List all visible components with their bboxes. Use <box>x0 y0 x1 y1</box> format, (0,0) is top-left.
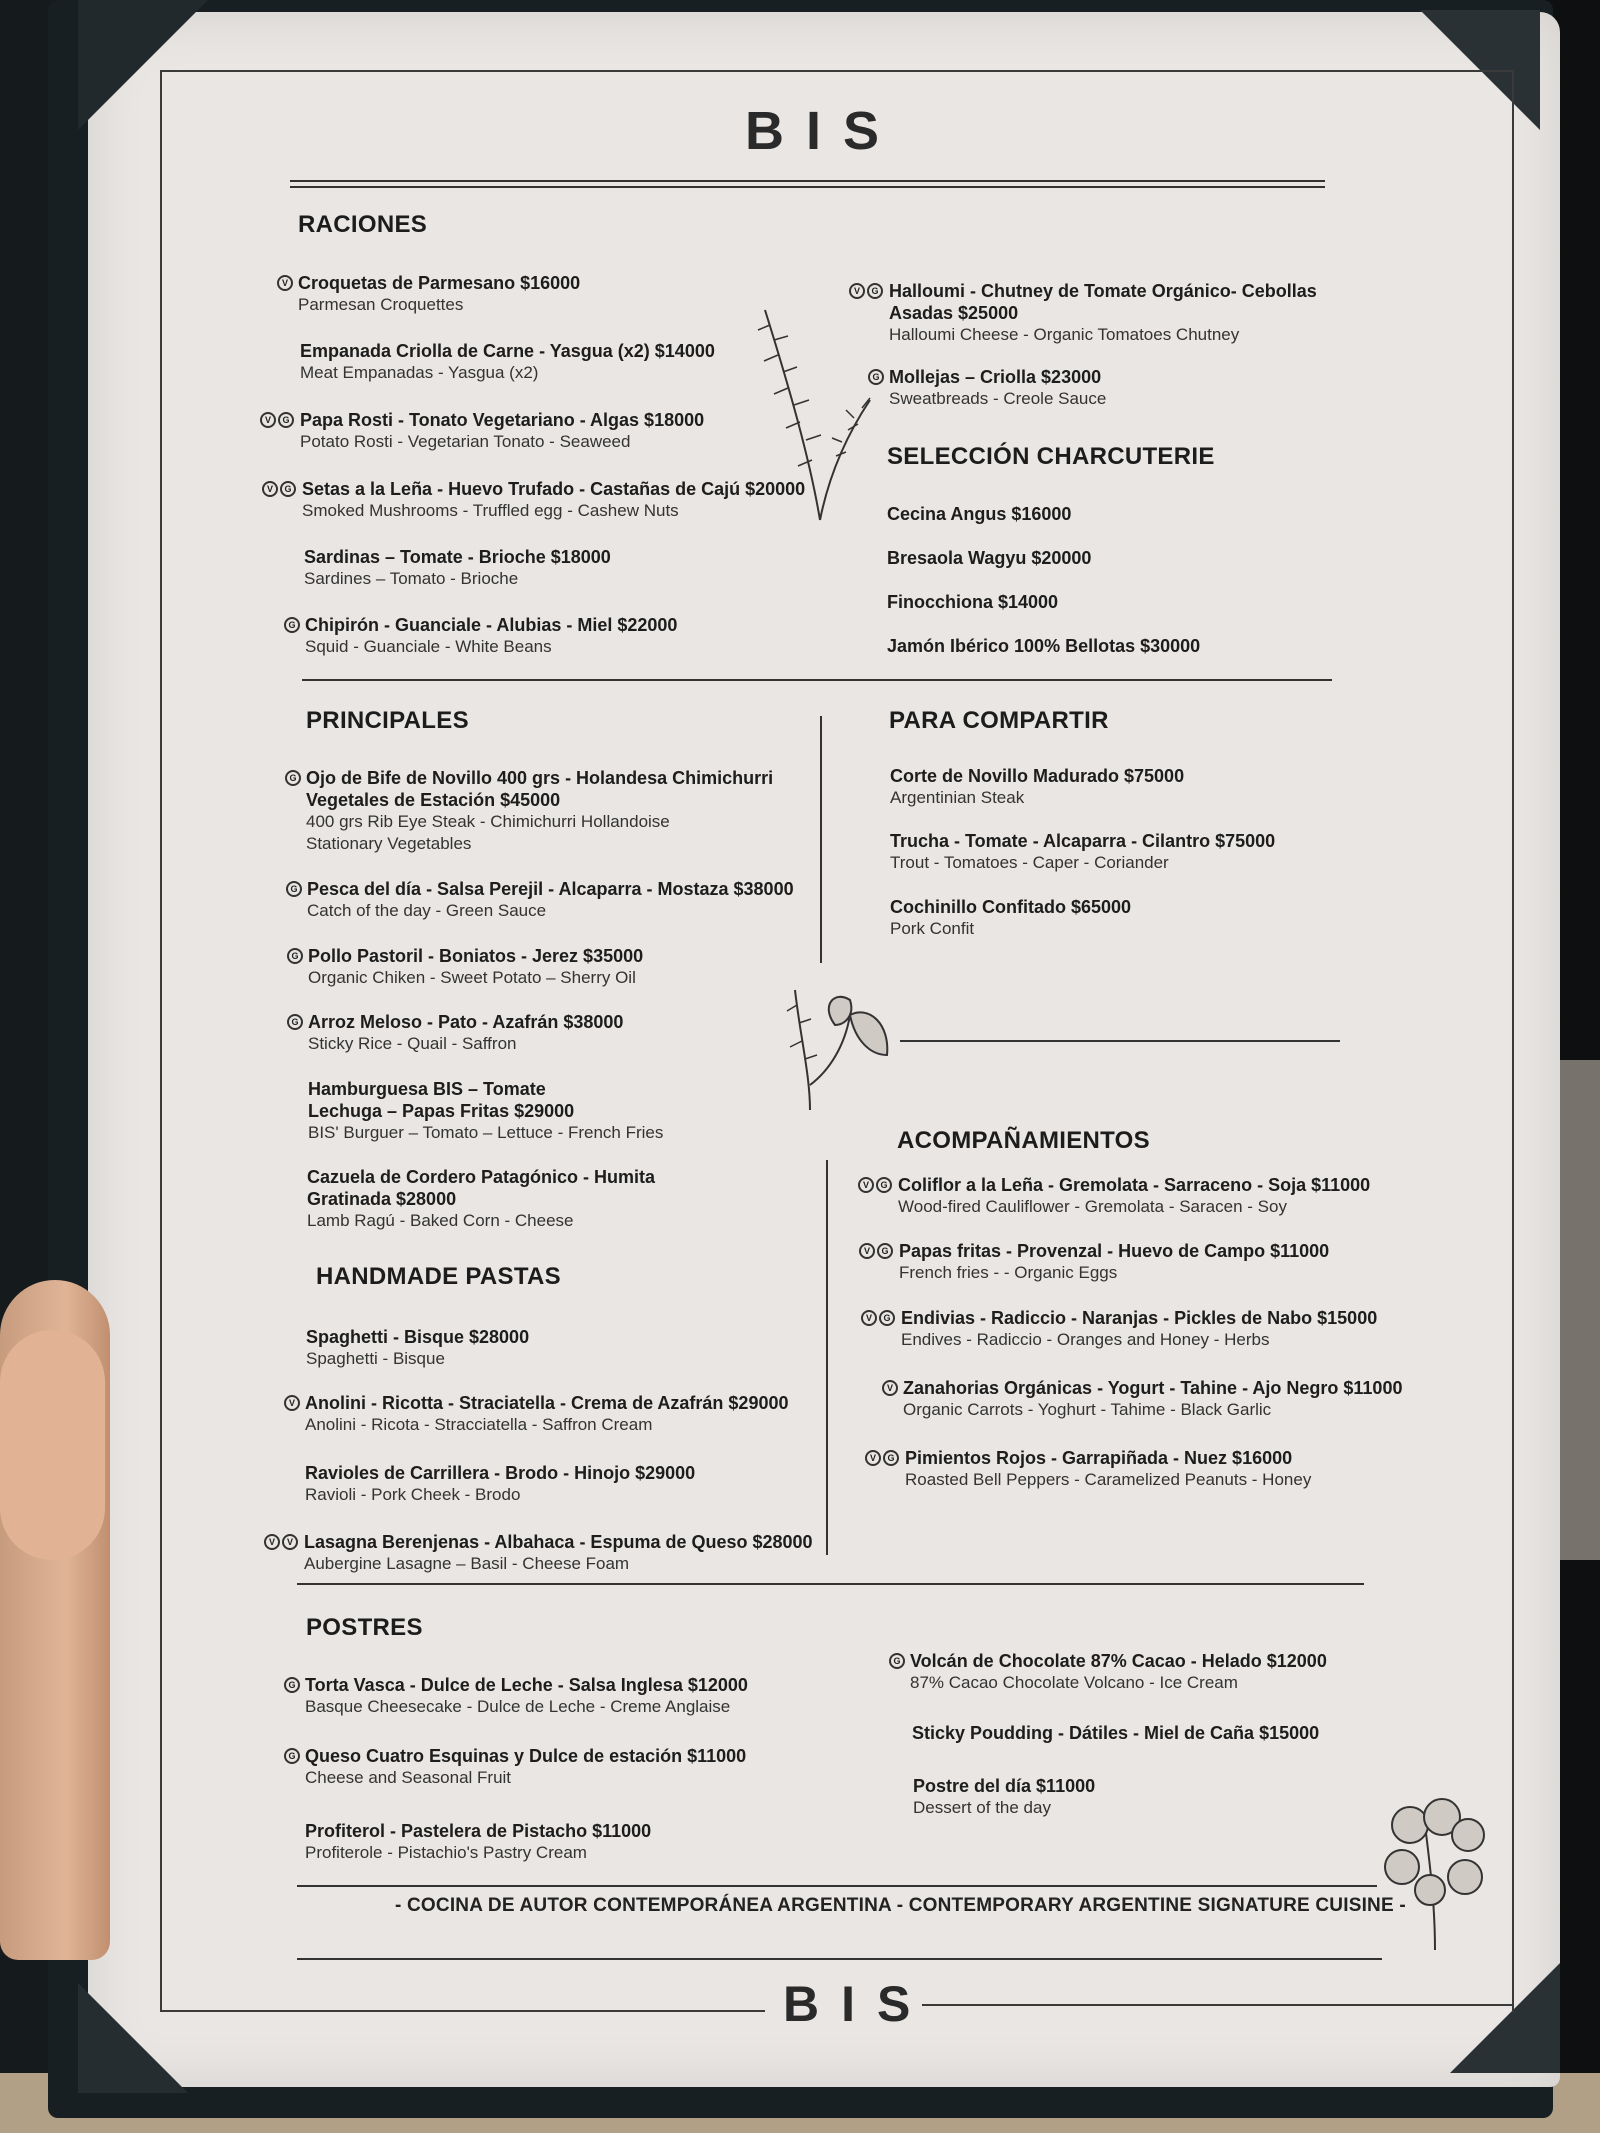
acompanamientos-item-desc: Roasted Bell Peppers - Caramelized Peanuts - Honey <box>905 1470 1312 1489</box>
raciones-item-icons <box>284 617 300 633</box>
section-title-principales: PRINCIPALES <box>306 707 469 734</box>
gluten-free-icon: G <box>280 481 296 497</box>
gluten-free-icon: G <box>868 369 884 385</box>
vegetarian-icon: V <box>861 1310 877 1326</box>
postres-item-name: Torta Vasca - Dulce de Leche - Salsa Inglesa $12000 <box>305 1675 748 1695</box>
acompanamientos-item-name: Endivias - Radiccio - Naranjas - Pickles de Nabo $15000 <box>901 1308 1378 1328</box>
principales-item-desc: Catch of the day - Green Sauce <box>307 901 547 920</box>
compartir-item-name: Cochinillo Confitado $65000 <box>890 897 1132 917</box>
principales-item-icons <box>287 948 303 964</box>
pastas-item-desc: Spaghetti - Bisque <box>306 1349 445 1368</box>
postres-item <box>305 1674 865 1718</box>
divider-vertical-pastas <box>826 1160 828 1555</box>
principales-item-name: Hamburguesa BIS – Tomate <box>308 1079 546 1099</box>
divider-raciones <box>302 679 1332 681</box>
principales-item-desc: Lamb Ragú - Baked Corn - Cheese <box>307 1211 574 1230</box>
acompanamientos-item-desc: French fries - - Organic Eggs <box>899 1263 1118 1282</box>
principales-item-desc: 400 grs Rib Eye Steak - Chimichurri Hollandoise <box>306 812 670 831</box>
acompanamientos-item-name: Zanahorias Orgánicas - Yogurt - Tahine - Ajo Negro $11000 <box>903 1378 1403 1398</box>
principales-item-name-cont: Lechuga – Papas Fritas $29000 <box>308 1101 575 1121</box>
divider-compartir <box>900 1040 1340 1042</box>
gluten-free-icon: G <box>284 617 300 633</box>
raciones-item-desc: Squid - Guanciale - White Beans <box>305 637 552 656</box>
principales-item-name: Cazuela de Cordero Patagónico - Humita <box>307 1167 656 1187</box>
acompanamientos-item <box>901 1307 1461 1351</box>
charcuterie-item: Bresaola Wagyu $20000 <box>887 548 1092 568</box>
pastas-item <box>305 1392 865 1436</box>
raciones-item-desc: Sardines – Tomato - Brioche <box>304 569 519 588</box>
vegetarian-icon: V <box>859 1243 875 1259</box>
vegetarian-icon: V <box>264 1534 280 1550</box>
acompanamientos-item-icons <box>882 1380 898 1396</box>
rosemary-illustration <box>750 300 880 525</box>
acompanamientos-item-name: Coliflor a la Leña - Gremolata - Sarraceno - Soja $11000 <box>898 1175 1371 1195</box>
raciones-right-item-name: Halloumi - Chutney de Tomate Orgánico- Cebollas <box>889 281 1317 301</box>
brand-title-top: BIS <box>745 101 902 161</box>
raciones-item-desc: Potato Rosti - Vegetarian Tonato - Seaweed <box>300 432 631 451</box>
herb-illustration <box>775 985 895 1115</box>
principales-item-desc: Sticky Rice - Quail - Saffron <box>308 1034 517 1053</box>
principales-item <box>306 767 866 855</box>
compartir-item <box>890 765 1450 809</box>
raciones-item-name: Croquetas de Parmesano $16000 <box>298 273 581 293</box>
pastas-item-name: Ravioles de Carrillera - Brodo - Hinojo $29000 <box>305 1463 696 1483</box>
compartir-item <box>890 830 1450 874</box>
pastas-item-name: Anolini - Ricotta - Straciatella - Crema de Azafrán $29000 <box>305 1393 789 1413</box>
acompanamientos-item-icons <box>861 1310 895 1326</box>
principales-item-icons <box>287 1014 303 1030</box>
gluten-free-icon: G <box>284 1677 300 1693</box>
postres-right-item-name: Postre del día $11000 <box>913 1776 1096 1796</box>
postres-item-name: Profiterol - Pastelera de Pistacho $11000 <box>305 1821 652 1841</box>
postres-item-desc: Cheese and Seasonal Fruit <box>305 1768 512 1787</box>
frame-bottom-right <box>922 2004 1512 2006</box>
principales-item-icons <box>286 881 302 897</box>
principales-item <box>308 945 868 989</box>
acompanamientos-item-desc: Organic Carrots - Yoghurt - Tahime - Black Garlic <box>903 1400 1272 1419</box>
footer-rule-top <box>297 1885 1377 1887</box>
raciones-item-desc: Smoked Mushrooms - Truffled egg - Cashew Nuts <box>302 501 679 520</box>
vegetarian-icon: V <box>858 1177 874 1193</box>
acompanamientos-item <box>903 1377 1463 1421</box>
divider-vertical-principales <box>820 716 822 963</box>
principales-item-icons <box>285 770 301 786</box>
principales-item-name: Arroz Meloso - Pato - Azafrán $38000 <box>308 1012 624 1032</box>
vegetarian-icon: V <box>282 1534 298 1550</box>
principales-item-desc: Organic Chiken - Sweet Potato – Sherry Oil <box>308 968 636 987</box>
section-title-charcuterie: SELECCIÓN CHARCUTERIE <box>887 443 1215 470</box>
postres-item <box>305 1820 865 1864</box>
divider-pastas <box>297 1583 1364 1585</box>
pastas-item <box>306 1326 866 1370</box>
footer-tagline: - COCINA DE AUTOR CONTEMPORÁNEA ARGENTINA - CONTEMPORARY ARGENTINE SIGNATURE CUISINE - <box>395 1895 1406 1916</box>
charcuterie-item: Cecina Angus $16000 <box>887 504 1072 524</box>
raciones-item-name: Setas a la Leña - Huevo Trufado - Castañas de Cajú $20000 <box>302 479 806 499</box>
postres-right-item-desc: 87% Cacao Chocolate Volcano - Ice Cream <box>910 1673 1238 1692</box>
raciones-item <box>305 614 865 658</box>
acompanamientos-item-name: Pimientos Rojos - Garrapiñada - Nuez $16000 <box>905 1448 1293 1468</box>
pastas-item-icons <box>284 1395 300 1411</box>
principales-item-name-cont: Gratinada $28000 <box>307 1189 457 1209</box>
compartir-item-desc: Argentinian Steak <box>890 788 1025 807</box>
section-title-pastas: HANDMADE PASTAS <box>316 1263 561 1290</box>
raciones-item-desc: Parmesan Croquettes <box>298 295 464 314</box>
brand-title-bottom: BIS <box>783 1976 933 2032</box>
section-title-raciones: RACIONES <box>298 211 428 238</box>
acompanamientos-item-desc: Endives - Radiccio - Oranges and Honey - Herbs <box>901 1330 1270 1349</box>
vegetarian-icon: V <box>284 1395 300 1411</box>
thumb <box>0 1330 105 1560</box>
gluten-free-icon: G <box>883 1450 899 1466</box>
acompanamientos-item <box>899 1240 1459 1284</box>
frame-bottom-left <box>160 2010 765 2012</box>
raciones-item-name: Sardinas – Tomate - Brioche $18000 <box>304 547 611 567</box>
raciones-right-item <box>889 280 1449 346</box>
postres-right-item-name: Volcán de Chocolate 87% Cacao - Helado $12000 <box>910 1651 1327 1671</box>
postres-right-item <box>912 1722 1472 1744</box>
principales-item-name-cont: Vegetales de Estación $45000 <box>306 790 561 810</box>
principales-item <box>307 878 867 922</box>
charcuterie-item: Jamón Ibérico 100% Bellotas $30000 <box>887 636 1201 656</box>
vegetarian-icon: V <box>882 1380 898 1396</box>
pastas-item <box>305 1462 865 1506</box>
gluten-free-icon: G <box>876 1177 892 1193</box>
principales-item-desc: BIS' Burguer – Tomato – Lettuce - French Fries <box>308 1123 664 1142</box>
raciones-item <box>304 546 864 590</box>
vegetarian-icon: V <box>260 412 276 428</box>
acompanamientos-item <box>898 1174 1458 1218</box>
pastas-item-desc: Anolini - Ricota - Stracciatella - Saffron Cream <box>305 1415 653 1434</box>
background-light <box>1560 1060 1600 1560</box>
pastas-item-name: Lasagna Berenjenas - Albahaca - Espuma de Queso $28000 <box>304 1532 813 1552</box>
vegetarian-icon: V <box>262 481 278 497</box>
raciones-item-name: Empanada Criolla de Carne - Yasgua (x2) $14000 <box>300 341 715 361</box>
acompanamientos-item-icons <box>859 1243 893 1259</box>
vegetarian-icon: V <box>277 275 293 291</box>
gluten-free-icon: G <box>287 948 303 964</box>
raciones-right-item-name: Mollejas – Criolla $23000 <box>889 367 1102 387</box>
postres-right-item-name: Sticky Poudding - Dátiles - Miel de Caña $15000 <box>912 1723 1320 1743</box>
gluten-free-icon: G <box>867 283 883 299</box>
compartir-item-desc: Trout - Tomatoes - Caper - Coriander <box>890 853 1169 872</box>
parsley-illustration <box>1380 1795 1490 1955</box>
principales-item-name: Ojo de Bife de Novillo 400 grs - Holandesa Chimichurri <box>306 768 774 788</box>
pastas-item-name: Spaghetti - Bisque $28000 <box>306 1327 530 1347</box>
principales-item-name: Pollo Pastoril - Boniatos - Jerez $35000 <box>308 946 644 966</box>
acompanamientos-item-icons <box>858 1177 892 1193</box>
acompanamientos-item <box>905 1447 1465 1491</box>
postres-right-item <box>910 1650 1470 1694</box>
raciones-item-icons <box>262 481 296 497</box>
gluten-free-icon: G <box>877 1243 893 1259</box>
gluten-free-icon: G <box>287 1014 303 1030</box>
raciones-item-name: Chipirón - Guanciale - Alubias - Miel $22000 <box>305 615 678 635</box>
vegetarian-icon: V <box>849 283 865 299</box>
raciones-item-icons <box>277 275 293 291</box>
gluten-free-icon: G <box>286 881 302 897</box>
postres-item-icons <box>284 1677 300 1693</box>
raciones-right-item-icons <box>849 283 883 299</box>
acompanamientos-item-desc: Wood-fired Cauliflower - Gremolata - Saracen - Soy <box>898 1197 1287 1216</box>
postres-item-icons <box>284 1748 300 1764</box>
gluten-free-icon: G <box>889 1653 905 1669</box>
pastas-item-icons <box>264 1534 298 1550</box>
raciones-item-desc: Meat Empanadas - Yasgua (x2) <box>300 363 539 382</box>
gluten-free-icon: G <box>285 770 301 786</box>
principales-item-desc-cont: Stationary Vegetables <box>306 834 472 853</box>
raciones-item-icons <box>260 412 294 428</box>
acompanamientos-item-icons <box>865 1450 899 1466</box>
header-rule-2 <box>290 186 1325 188</box>
compartir-item-name: Trucha - Tomate - Alcaparra - Cilantro $75000 <box>890 831 1276 851</box>
pastas-item-desc: Aubergine Lasagne – Basil - Cheese Foam <box>304 1554 630 1573</box>
raciones-right-item <box>889 366 1449 410</box>
principales-item-name: Pesca del día - Salsa Perejil - Alcaparra - Mostaza $38000 <box>307 879 794 899</box>
postres-item-desc: Basque Cheesecake - Dulce de Leche - Creme Anglaise <box>305 1697 731 1716</box>
compartir-item-name: Corte de Novillo Madurado $75000 <box>890 766 1185 786</box>
gluten-free-icon: G <box>278 412 294 428</box>
gluten-free-icon: G <box>284 1748 300 1764</box>
acompanamientos-item-name: Papas fritas - Provenzal - Huevo de Campo $11000 <box>899 1241 1330 1261</box>
principales-item <box>307 1166 867 1232</box>
raciones-right-item-name-cont: Asadas $25000 <box>889 303 1019 323</box>
postres-right-item-desc: Dessert of the day <box>913 1798 1051 1817</box>
charcuterie-item: Finocchiona $14000 <box>887 592 1059 612</box>
section-title-compartir: PARA COMPARTIR <box>889 707 1109 734</box>
section-title-postres: POSTRES <box>306 1614 423 1641</box>
compartir-item <box>890 896 1450 940</box>
raciones-right-item-desc: Halloumi Cheese - Organic Tomatoes Chutney <box>889 325 1240 344</box>
pastas-item-desc: Ravioli - Pork Cheek - Brodo <box>305 1485 521 1504</box>
header-rule-1 <box>290 180 1325 182</box>
raciones-item-name: Papa Rosti - Tonato Vegetariano - Algas $18000 <box>300 410 705 430</box>
pastas-item <box>304 1531 864 1575</box>
postres-item-desc: Profiterole - Pistachio's Pastry Cream <box>305 1843 587 1862</box>
footer-rule-bottom <box>297 1958 1382 1960</box>
postres-right-item-icons <box>889 1653 905 1669</box>
section-title-acompanamientos: ACOMPAÑAMIENTOS <box>897 1127 1150 1154</box>
postres-item-name: Queso Cuatro Esquinas y Dulce de estación $11000 <box>305 1746 747 1766</box>
compartir-item-desc: Pork Confit <box>890 919 975 938</box>
raciones-right-item-desc: Sweatbreads - Creole Sauce <box>889 389 1107 408</box>
gluten-free-icon: G <box>879 1310 895 1326</box>
vegetarian-icon: V <box>865 1450 881 1466</box>
postres-item <box>305 1745 865 1789</box>
